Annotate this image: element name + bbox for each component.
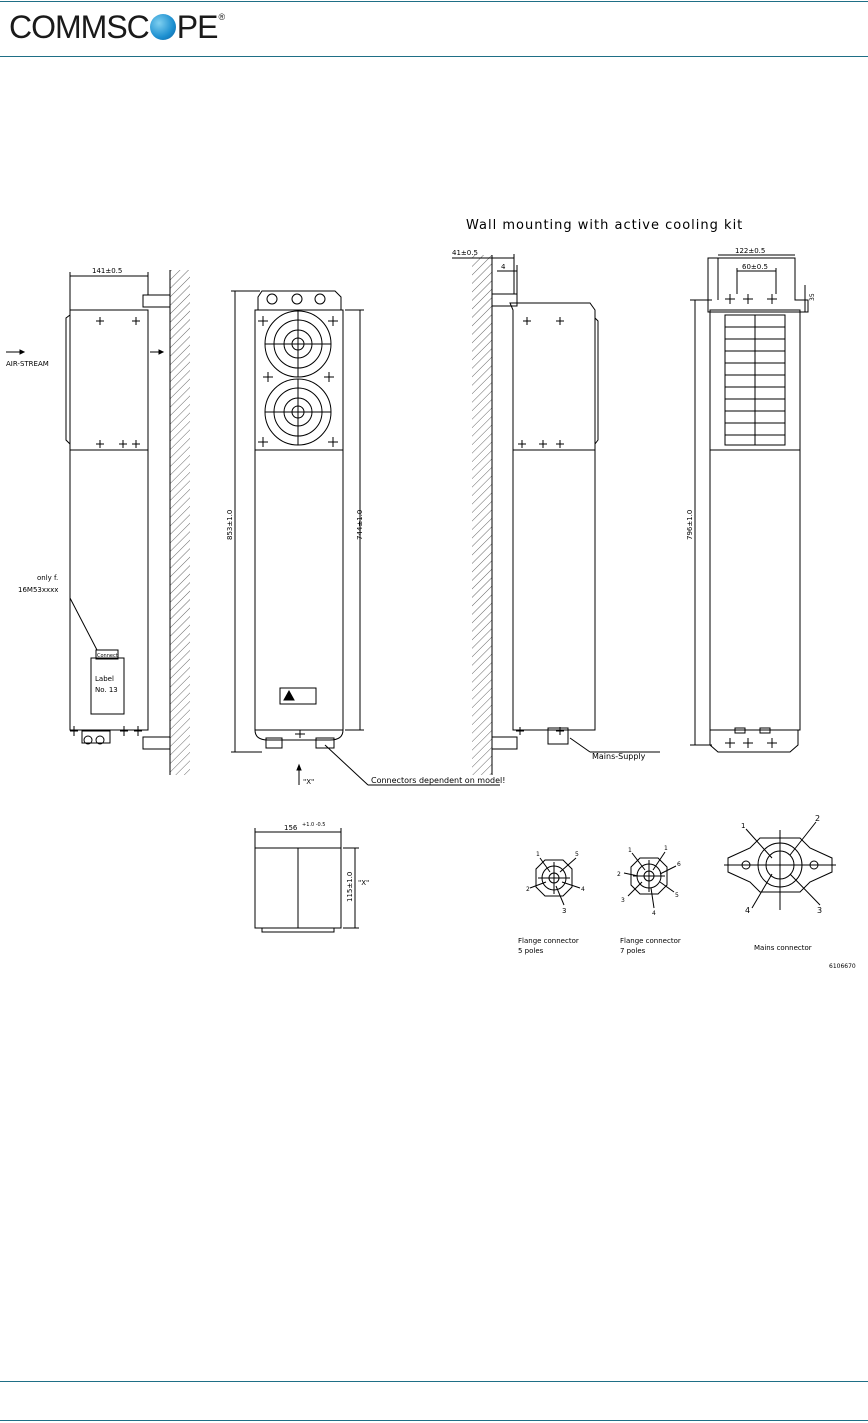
only-for-note: only f. — [37, 574, 59, 582]
dim-bottom-tolerance: +1.0 -0.5 — [302, 822, 326, 828]
pin-7-f: 5 — [675, 892, 679, 899]
label-box-tag: Connect — [97, 653, 118, 659]
footer-bottom-rule — [0, 1420, 868, 1421]
dim-bottom-width: 156 — [284, 824, 298, 832]
pin-5-5: 5 — [575, 851, 579, 858]
pin-7-d: 6 — [677, 861, 681, 868]
pin-7-b: 1 — [664, 845, 668, 852]
flange-5-caption-1: Flange connector — [518, 937, 579, 945]
pin-5-4: 4 — [581, 886, 585, 893]
only-for-model: 16M53xxxx — [18, 586, 59, 594]
mains-connector-caption: Mains connector — [754, 944, 812, 952]
flange-7-caption-1: Flange connector — [620, 937, 681, 945]
label-box-line1: Label — [95, 675, 114, 683]
pin-7-e: 3 — [621, 897, 625, 904]
drawing-title: Wall mounting with active cooling kit — [466, 218, 744, 233]
dim-small-gap: 4 — [501, 263, 506, 271]
dim-bracket-height: 35 — [809, 293, 816, 301]
flange-5-caption-2: 5 poles — [518, 947, 544, 955]
flange-connector-5-drawing — [530, 858, 580, 905]
pin-5-1: 1 — [536, 851, 540, 858]
dim-bracket-width: 122±0.5 — [735, 247, 766, 255]
dim-bracket-inner: 60±0.5 — [742, 263, 768, 271]
rear-view — [690, 255, 808, 752]
mains-connector-drawing — [724, 822, 836, 910]
logo-text-pre: COMMSC — [9, 8, 149, 45]
label-box-line2: No. 13 — [95, 686, 118, 694]
bottom-view-x — [255, 828, 359, 932]
dim-side-width: 141±0.5 — [92, 267, 123, 275]
pin-7-c: 2 — [617, 871, 621, 878]
front-view — [231, 291, 500, 785]
connectors-note: Connectors dependent on model! — [371, 776, 506, 785]
pin-5-3: 3 — [562, 907, 567, 915]
dim-inner-height: 744±1.0 — [356, 509, 364, 540]
dim-front-height: 853±1.0 — [226, 509, 234, 540]
footer-top-rule — [0, 1381, 868, 1382]
side-view-right — [452, 254, 660, 775]
side-view-left — [6, 270, 190, 775]
airstream-label: AIR-STREAM — [6, 360, 49, 368]
pin-mains-1: 1 — [741, 822, 746, 830]
flange-connector-7-drawing — [624, 852, 676, 908]
logo-registered-mark: ® — [218, 12, 225, 22]
mains-supply-label: Mains-Supply — [592, 752, 646, 761]
logo-text-post: PE — [176, 8, 218, 45]
view-x-bottom-label: "X" — [358, 879, 370, 887]
drawing-id: 6106670 — [829, 963, 856, 970]
dim-bottom-depth: 115±1.0 — [346, 871, 354, 902]
pin-mains-4: 4 — [745, 906, 751, 915]
pin-5-2: 2 — [526, 886, 530, 893]
pin-mains-3: 3 — [817, 906, 823, 915]
flange-7-caption-2: 7 poles — [620, 947, 646, 955]
view-x-label: "X" — [303, 778, 315, 786]
pin-mains-2: 2 — [815, 814, 821, 823]
dim-top-offset: 41±0.5 — [452, 249, 478, 257]
pin-7-a: 1 — [628, 847, 632, 854]
dim-rear-height: 796±1.0 — [686, 509, 694, 540]
pin-7-g: 4 — [652, 910, 656, 917]
rear-louvre-grid — [725, 315, 785, 445]
